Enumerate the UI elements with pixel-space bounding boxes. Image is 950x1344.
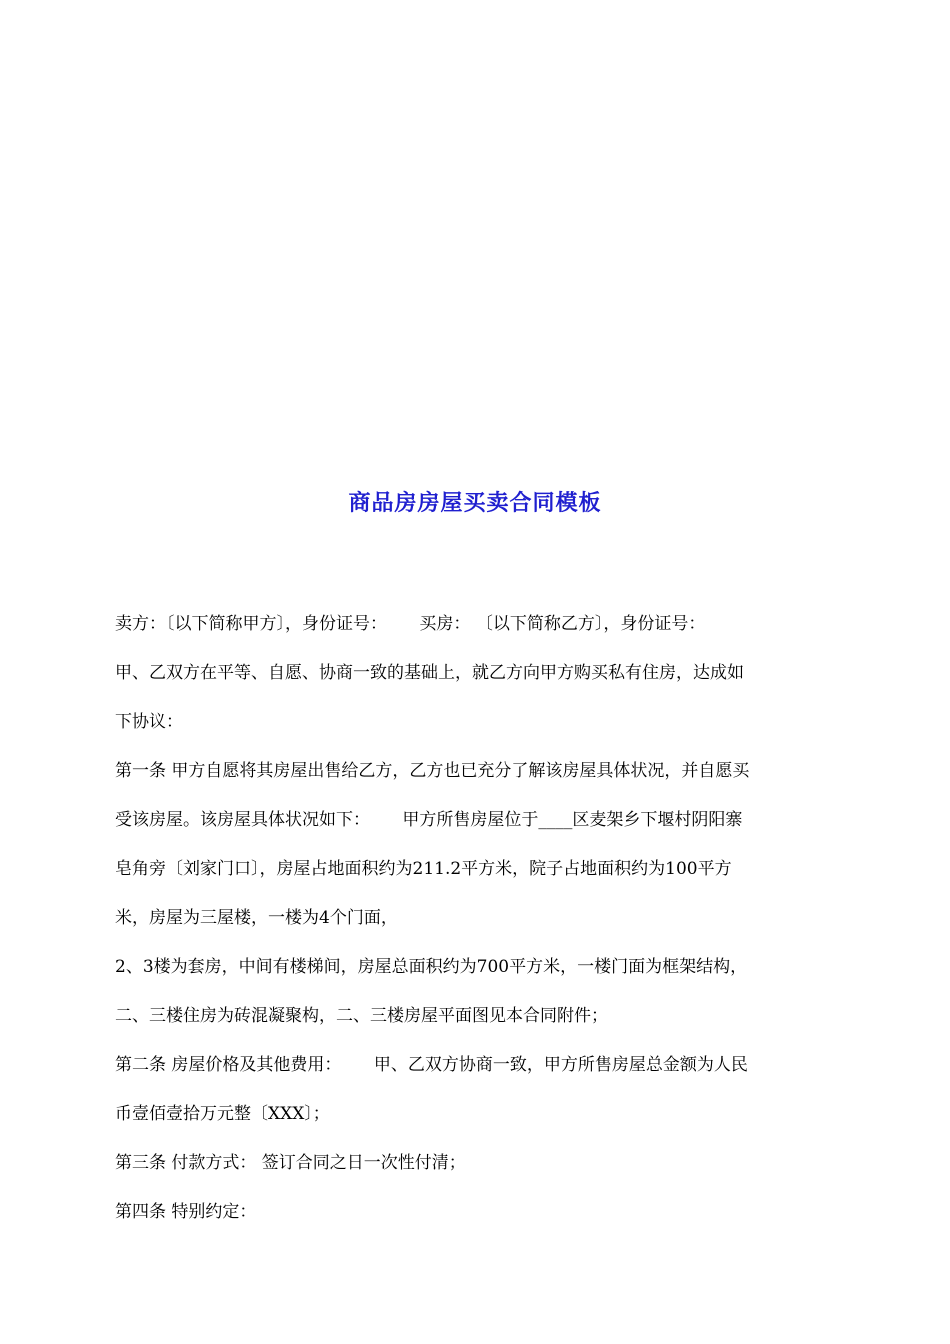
body-line: 第三条 付款方式： 签订合同之日一次性付清； xyxy=(115,1153,466,1173)
body-line: 皂角旁〔刘家门口〕，房屋占地面积约为211.2平方米，院子占地面积约为100平方 xyxy=(115,859,732,879)
body-line: 第二条 房屋价格及其他费用： 甲、乙双方协商一致，甲方所售房屋总金额为人民 xyxy=(115,1055,748,1075)
body-line: 甲、乙双方在平等、自愿、协商一致的基础上，就乙方向甲方购买私有住房，达成如 xyxy=(115,663,744,683)
body-line: 卖方：〔以下简称甲方〕，身份证号： 买房： 〔以下简称乙方〕，身份证号： xyxy=(115,614,706,634)
body-line: 下协议： xyxy=(115,712,183,732)
body-line: 米，房屋为三屋楼，一楼为4个门面， xyxy=(115,908,398,928)
body-line: 二、三楼住房为砖混凝聚构，二、三楼房屋平面图见本合同附件； xyxy=(115,1006,608,1026)
body-line: 2、3楼为套房，中间有楼梯间，房屋总面积约为700平方米，一楼门面为框架结构， xyxy=(115,957,748,977)
document-body xyxy=(115,600,845,1237)
body-line: 第一条 甲方自愿将其房屋出售给乙方，乙方也已充分了解该房屋具体状况，并自愿买 xyxy=(115,761,750,781)
body-line: 受该房屋。该房屋具体状况如下： 甲方所售房屋位于____区麦架乡下堰村阴阳寨 xyxy=(115,810,743,830)
document-title: 商品房房屋买卖合同模板 xyxy=(348,491,602,516)
body-line: 币壹佰壹拾万元整〔XXX〕； xyxy=(115,1104,330,1124)
body-line: 第四条 特别约定： xyxy=(115,1202,257,1222)
